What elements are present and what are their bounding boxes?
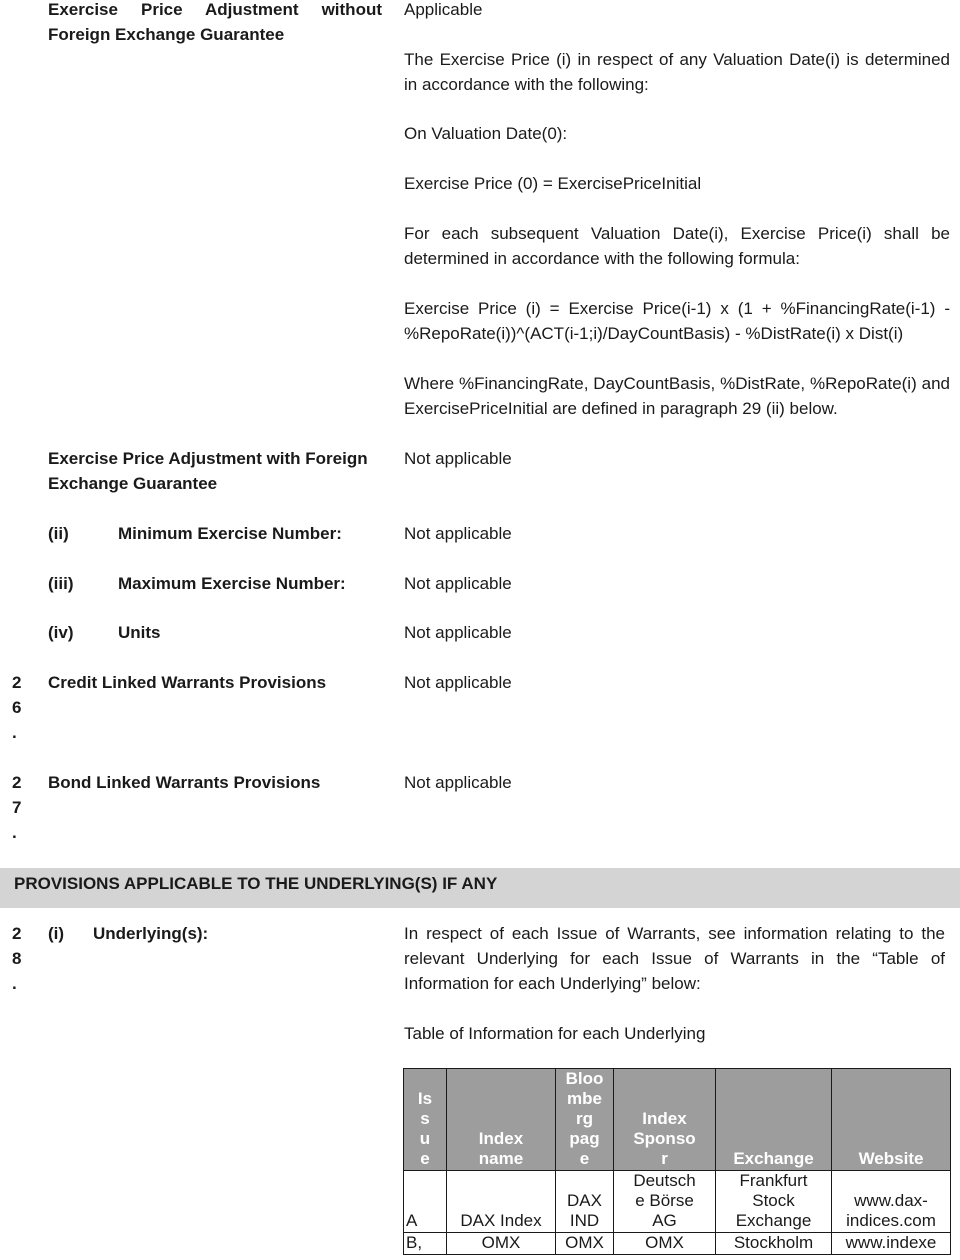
section-label-bond-linked: Bond Linked Warrants Provisions xyxy=(48,773,321,792)
subitem-number: (i) xyxy=(48,924,65,943)
item-number: (ii) xyxy=(48,524,69,543)
paragraph-valuation-date-0: On Valuation Date(0): xyxy=(404,124,568,143)
exercise-without-fx-value: Applicable xyxy=(404,0,483,19)
table-row xyxy=(404,1171,951,1233)
table-header-cell: Index Sponso r xyxy=(614,1069,716,1171)
item-label-maximum-exercise: Maximum Exercise Number: xyxy=(118,574,346,593)
paragraph-definitions: Where %FinancingRate, DayCountBasis, %DistRate, %RepoRate(i) and ExercisePriceInitial are defined in paragraph 29 (ii) below. xyxy=(404,374,950,418)
paragraph-subsequent-dates: For each subsequent Valuation Date(i), Exercise Price(i) shall be determined in accordance with the following formula: xyxy=(404,224,950,268)
table-caption: Table of Information for each Underlying xyxy=(404,1024,706,1043)
item-number: (iii) xyxy=(48,574,74,593)
table-cell: B, xyxy=(404,1233,447,1255)
section-value: Not applicable xyxy=(404,673,512,692)
exercise-without-fx-label-line1: Exercise Price Adjustment without xyxy=(48,0,382,19)
table-cell: www.indexe xyxy=(832,1233,951,1255)
section-number-27: 2 7 . xyxy=(12,773,22,842)
table-header-cell: Website xyxy=(832,1069,951,1171)
exercise-without-fx-label-line2: Foreign Exchange Guarantee xyxy=(48,25,285,44)
exercise-with-fx-value: Not applicable xyxy=(404,449,512,468)
item-value: Not applicable xyxy=(404,623,512,642)
table-header-cell: Exchange xyxy=(716,1069,832,1171)
table-header-cell: Is s u e xyxy=(404,1069,447,1171)
item-label-minimum-exercise: Minimum Exercise Number: xyxy=(118,524,342,543)
table-row xyxy=(404,1233,951,1255)
table-header-cell: Index name xyxy=(447,1069,556,1171)
section-label-credit-linked: Credit Linked Warrants Provisions xyxy=(48,673,327,692)
item-number: (iv) xyxy=(48,623,74,642)
table-cell: DAX Index xyxy=(447,1171,556,1233)
paragraph-formula: Exercise Price (i) = Exercise Price(i-1) x (1 + %FinancingRate(i-1) - %RepoRate(i))^(ACT(i-1;i)/DayCountBasis) - %DistRate(i) x Dist(i) xyxy=(404,299,950,343)
exercise-with-fx-label-line2: Exchange Guarantee xyxy=(48,474,218,493)
paragraph-exercise-price-0: Exercise Price (0) = ExercisePriceInitial xyxy=(404,174,702,193)
table-cell: OMX xyxy=(556,1233,614,1255)
section-heading-underlying: PROVISIONS APPLICABLE TO THE UNDERLYING(S) IF ANY xyxy=(14,874,498,893)
table-cell: Stockholm xyxy=(716,1233,832,1255)
table-cell: DAX IND xyxy=(556,1171,614,1233)
table-cell: OMX xyxy=(614,1233,716,1255)
table-cell: Frankfurt Stock Exchange xyxy=(716,1171,832,1233)
underlying-table xyxy=(403,1068,951,1255)
underlying-label: Underlying(s): xyxy=(93,924,209,943)
paragraph-exercise-price-intro: The Exercise Price (i) in respect of any Valuation Date(i) is determined in accordance with the following: xyxy=(404,50,950,94)
table-cell: A xyxy=(404,1171,447,1233)
table-cell: OMX xyxy=(447,1233,556,1255)
item-label-units: Units xyxy=(118,623,161,642)
item-value: Not applicable xyxy=(404,574,512,593)
exercise-with-fx-label-line1: Exercise Price Adjustment with Foreign xyxy=(48,449,368,468)
section-number-28: 2 8 . xyxy=(12,924,22,993)
underlying-value: In respect of each Issue of Warrants, see information relating to the relevant Underlying for each Issue of Warrants in the “Table of Information for each Underlying” below: xyxy=(404,924,945,993)
item-value: Not applicable xyxy=(404,524,512,543)
table-cell: Deutsch e Börse AG xyxy=(614,1171,716,1233)
section-value: Not applicable xyxy=(404,773,512,792)
table-header-row xyxy=(404,1069,951,1171)
table-cell: www.dax- indices.com xyxy=(832,1171,951,1233)
table-header-cell: Bloo mbe rg pag e xyxy=(556,1069,614,1171)
section-number-26: 2 6 . xyxy=(12,673,22,742)
